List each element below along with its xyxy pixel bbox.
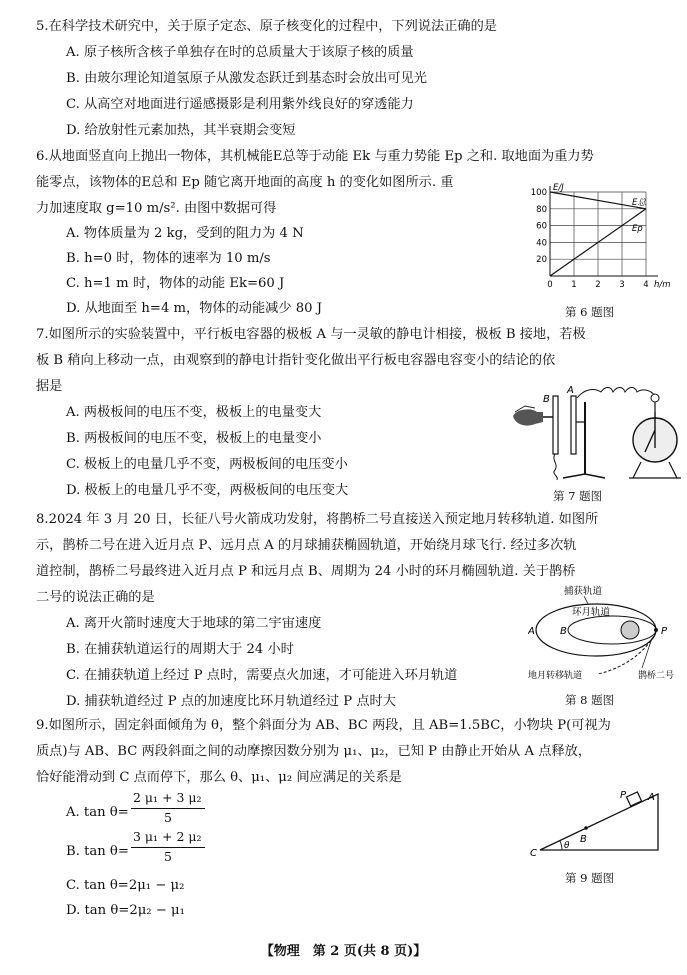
moon [621,621,639,639]
q5-option-b: B. 由玻尔理论知道氢原子从激发态跃迁到基态时会放出可见光 [66,71,427,86]
q7-stem-line2: 板 B 稍向上移动一点，由观察到的静电计指针变化做出平行板电容器电容变小的结论的依 [36,353,556,368]
q8-caption: 第 8 题图 [565,693,615,707]
q9-caption: 第 9 题图 [565,871,615,885]
q9-label-a: A [648,792,655,803]
x-tick-label: 1 [571,280,577,290]
q9-label-c: C [530,848,537,859]
q6-option-d: D. 从地面至 h=4 m，物体的动能减少 80 J [66,301,323,316]
q7-option-d: D. 极板上的电量几乎不变，两极板间的电压变大 [66,483,349,498]
q5-option-a: A. 原子核所含核子单独存在时的总质量大于该原子核的质量 [66,45,414,60]
q5-stem: 5.在科学技术研究中，关于原子定态、原子核变化的过程中，下列说法正确的是 [36,19,497,34]
hand-shape [513,409,543,425]
y-tick-label: 60 [536,221,547,232]
q8-option-b: B. 在捕获轨道运行的周期大于 24 小时 [66,642,294,657]
q7-capacitor-electroscope-figure [505,382,685,484]
incline [540,794,658,850]
x-tick-label: 0 [547,280,553,290]
q9-option-d: D. tan θ=2μ₂ − μ₁ [66,903,185,918]
y-tick-label: 80 [536,204,547,215]
q6-stem-line3: 力加速度取 g=10 m/s². 由图中数据可得 [36,201,277,216]
y-axis-label: E/J [553,183,564,193]
block-p [626,792,641,806]
series-label: E总 [632,197,646,208]
q8-orbit-figure [528,582,684,686]
q6-stem-line2: 能零点，该物体的E总和 Ep 随它离开地面的高度 h 的变化如图所示. 重 [36,175,454,190]
x-tick-label: 3 [619,280,625,290]
q9-option-a-numerator: 2 μ₁ + 3 μ₂ [133,790,202,805]
y-tick-label: 100 [530,188,547,198]
q8-stem-line2: 示，鹊桥二号在进入近月点 P、远月点 A 的月球捕获椭圆轨道，开始绕月球飞行. 经过多次轨 [36,538,577,553]
q8-label-a: A [528,626,535,637]
lunar-orbit [568,616,656,644]
point-b [584,826,588,830]
q9-option-b-denominator: 5 [164,849,172,864]
q8-option-d: D. 捕获轨道经过 P 点的加速度比环月轨道经过 P 点时大 [66,694,396,709]
q8-stem-line3: 道控制，鹊桥二号最终进入近月点 P 和远月点 B、周期为 24 小时的环月椭圆轨道. 关于鹊桥 [36,564,576,579]
q8-label-transfer: 地月转移轨道 [528,671,583,681]
x-tick-label: 4 [643,280,649,290]
q9-stem-line3: 恰好能滑动到 C 点而停下，那么 θ、μ₁、μ₂ 间应满足的关系是 [36,770,402,785]
y-tick-label: 40 [536,238,547,249]
q9-stem-line1: 9.如图所示，固定斜面倾角为 θ，整个斜面分为 AB、BC 两段，且 AB=1.5BC，小物块 P(可视为 [36,718,611,733]
q9-option-a-fraction-bar [131,808,205,809]
q6-option-c: C. h=1 m 时，物体的动能 Ek=60 J [66,276,285,291]
x-tick-label: 2 [595,280,601,290]
q9-option-a-denominator: 5 [164,810,172,825]
q8-option-c: C. 在捕获轨道上经过 P 点时，需要点火加速，才可能进入环月轨道 [66,668,458,683]
q9-option-c: C. tan θ=2μ₁ − μ₂ [66,878,185,893]
q7-option-b: B. 两极板间的电压不变，极板上的电量变小 [66,431,322,446]
q7-label-b: B [543,394,550,405]
page-footer: 【物理 第 2 页(共 8 页)】 [260,944,427,959]
q6-option-a: A. 物体质量为 2 kg，受到的阻力为 4 N [66,226,304,241]
q8-label-sat: 鹊桥二号 [638,671,675,681]
q9-option-b-fraction-bar [131,847,205,848]
point-p [654,628,658,632]
plate-b [553,396,558,454]
q6-stem-line1: 6.从地面竖直向上抛出一物体，其机械能E总等于动能 Ek 与重力势能 Ep 之和. 取地面为重力势 [36,149,594,164]
q8-label-orbit: 环月轨道 [572,607,611,618]
q7-stem-line3: 据是 [36,379,63,394]
q9-incline-figure [528,786,668,860]
q7-option-a: A. 两极板间的电压不变，极板上的电量变大 [66,405,322,420]
q8-label-capture: 捕获轨道 [564,586,603,597]
q9-stem-line2: 质点)与 AB、BC 两段斜面之间的动摩擦因数分别为 μ₁、μ₂，已知 P 由静止开始从 A 点释放， [36,744,592,759]
q8-stem-line4: 二号的说法正确的是 [36,590,155,605]
q9-label-theta: θ [564,841,570,851]
q6-option-b: B. h=0 时，物体的速率为 10 m/s [66,251,271,266]
q5-option-c: C. 从高空对地面进行遥感摄影是利用紫外线良好的穿透能力 [66,97,414,112]
q6-caption: 第 6 题图 [565,305,615,319]
x-axis-label: h/m [654,280,671,290]
q7-caption: 第 7 题图 [553,489,603,503]
q8-label-p: P [661,626,668,637]
q9-label-b: B [580,834,587,845]
q6-energy-height-chart [528,180,678,298]
q7-stem-line1: 7.如图所示的实验装置中，平行板电容器的极板 A 与一灵敏的静电计相接，极板 B 接地，若极 [36,327,586,342]
q7-label-a: A [567,385,574,396]
q9-option-b-left: B. tan θ= [66,844,129,859]
q7-option-c: C. 极板上的电量几乎不变，两极板间的电压变小 [66,457,348,472]
plate-a [571,396,576,454]
q8-option-a: A. 离开火箭时速度大于地球的第二宇宙速度 [66,616,322,631]
q9-option-b-numerator: 3 μ₁ + 2 μ₂ [133,829,202,844]
q9-label-p: P [620,790,627,801]
q5-option-d: D. 给放射性元素加热，其半衰期会变短 [66,123,296,138]
series-label: Ep [632,223,643,234]
q8-label-b: B [560,626,567,637]
q8-stem-line1: 8.2024 年 3 月 20 日，长征八号火箭成功发射，将鹊桥二号直接送入预定地月转移轨道. 如图所 [36,512,599,527]
q9-option-a-left: A. tan θ= [66,805,129,820]
y-tick-label: 20 [536,255,547,266]
